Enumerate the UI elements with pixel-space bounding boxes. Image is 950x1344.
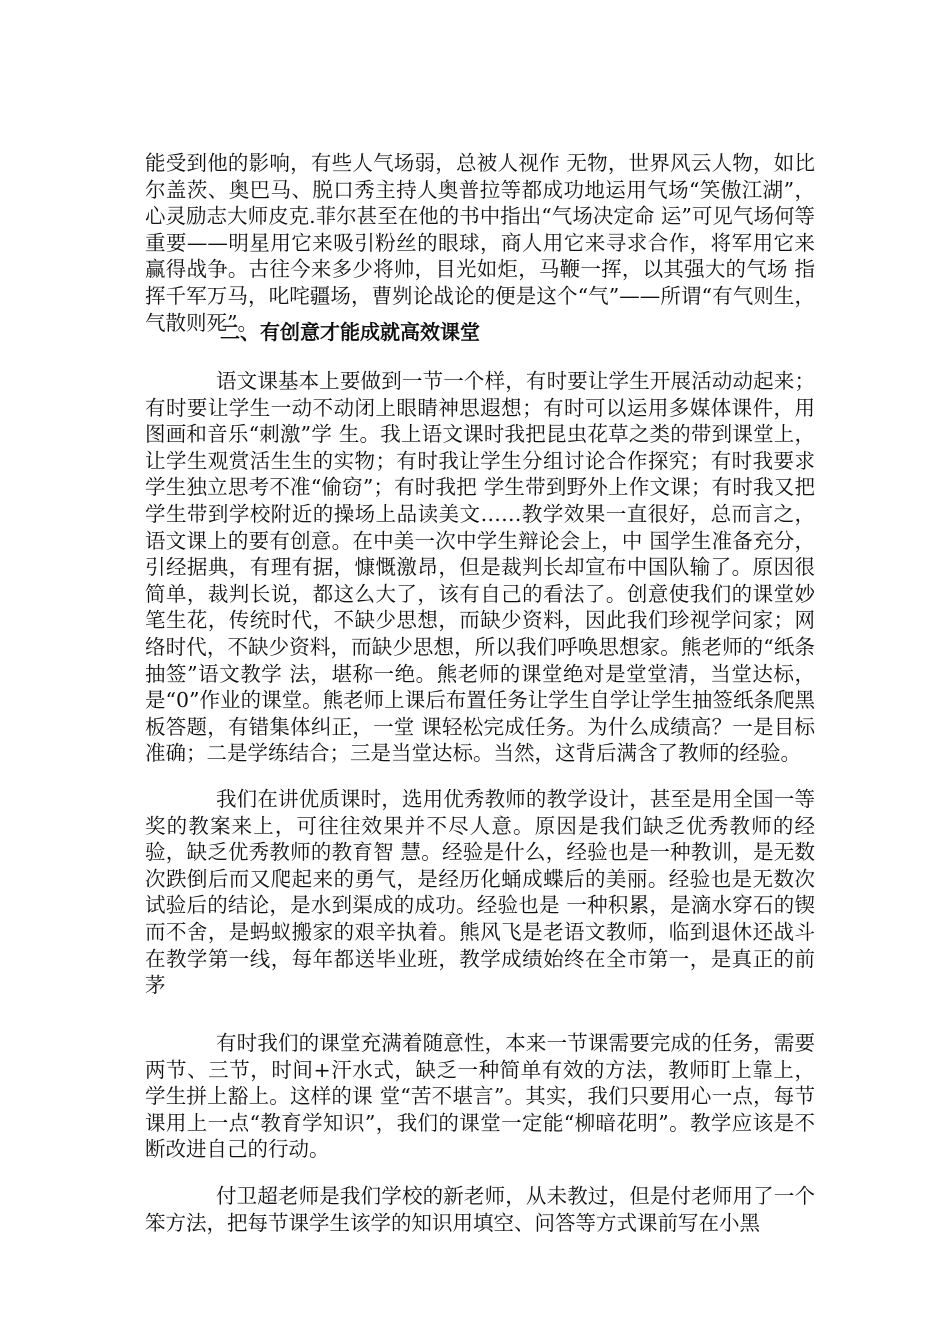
paragraph-new-teacher: 付卫超老师是我们学校的新老师，从未教过，但是付老师用了一个笨方法，把每节课学生该学的知识用填空、问答等方式课前写在小黑	[145, 1184, 815, 1235]
section-heading: 二、有创意才能成就高效课堂	[220, 320, 480, 344]
paragraph-intro: 能受到他的影响，有些人气场弱，总被人视作 无物，世界风云人物，如比尔盖茨、奥巴马、脱口秀主持人奥普拉等都成功地运用气场“笑傲江湖”，心灵励志大师皮克.菲尔甚至在他的书中指出“气场决定命 运”可见气场何等重要——明星用它来吸引粉丝的眼球，商人用它来寻求合作，将军用它来赢得战争。古往今来多少将帅，目光如炬，马鞭一挥，以其强大的气场 指挥千军万马，叱咤疆场，曹刿论战论的便是这个“气”——所谓“有气则生，气散则死”。	[145, 151, 815, 335]
paragraph-creativity: 语文课基本上要做到一节一个样，有时要让学生开展活动动起来；有时要让学生一动不动闭上眼睛神思遐想；有时可以运用多媒体课件，用图画和音乐“刺激”学 生。我上语文课时我把昆虫花草之类的带到课堂上，让学生观赏活生生的实物；有时我让学生分组讨论合作探究；有时我要求学生独立思考不准“偷窃”；有时我把 学生带到野外上作文课；有时我又把学生带到学校附近的操场上品读美文……教学效果一直很好，总而言之，语文课上的要有创意。在中美一次中学生辩论会上，中 国学生准备充分，引经据典，有理有据，慷慨激昂，但是裁判长却宣布中国队输了。原因很简单，裁判长说，都这么大了，该有自己的看法了。创意使我们的课堂妙 笔生花，传统时代，不缺少思想，而缺少资料，因此我们珍视学问家；网络时代，不缺少资料，而缺少思想，所以我们呼唤思想家。熊老师的“纸条抽签”语文教学 法，堪称一绝。熊老师的课堂绝对是堂堂清，当堂达标，是“0”作业的课堂。熊老师上课后布置任务让学生自学让学生抽签纸条爬黑板答题，有错集体纠正，一堂 课轻松完成任务。为什么成绩高？一是目标准确；二是学练结合；三是当堂达标。当然，这背后满含了教师的经验。	[145, 369, 815, 766]
paragraph-experience: 我们在讲优质课时，选用优秀教师的教学设计，甚至是用全国一等奖的教案来上，可往往效果并不尽人意。原因是我们缺乏优秀教师的经验，缺乏优秀教师的教育智 慧。经验是什么，经验也是一种教训，是无数次跌倒后而又爬起来的勇气，是经历化蛹成蝶后的美丽。经验也是无数次试验后的结论，是水到渠成的成功。经验也是 一种积累，是滴水穿石的锲而不舍，是蚂蚁搬家的艰辛执着。熊风飞是老语文教师，临到退休还战斗在教学第一线，每年都送毕业班，教学成绩始终在全市第一，是真正的前茅	[145, 787, 815, 998]
paragraph-method: 有时我们的课堂充满着随意性，本来一节课需要完成的任务，需要两节、三节，时间+汗水式，缺乏一种简单有效的方法，教师盯上靠上，学生拼上豁上。这样的课 堂“苦不堪言”。其实，我们只要用心一点，每节课用上一点“教育学知识”，我们的课堂一定能“柳暗花明”。教学应该是不断改进自己的行动。	[145, 1031, 815, 1162]
